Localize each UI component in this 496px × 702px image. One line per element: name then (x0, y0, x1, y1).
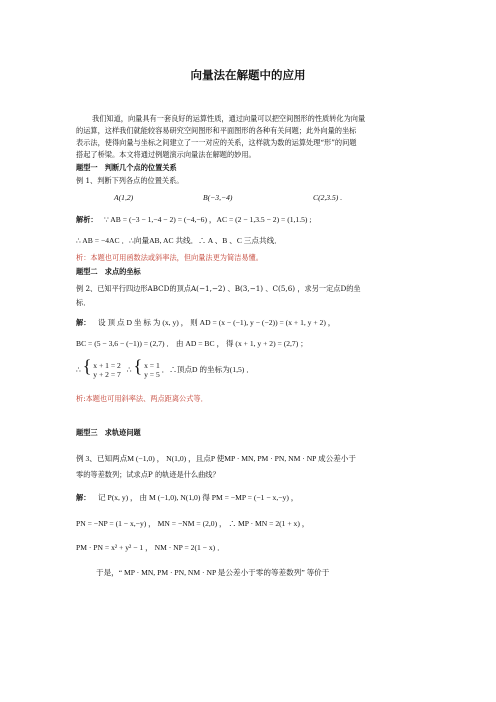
intro-line-2: 的运算，这样我们就能较容易研究空间图形和平面图形的各种有关问题；此外向量的坐标 (76, 126, 357, 135)
system-1-eq-1: x + 1 = 2 (93, 361, 121, 371)
point-a: A(1,2) (114, 193, 134, 202)
system-1 (93, 361, 121, 379)
example2-conclusion: ．∴顶点D 的坐标为(1,5) ． (161, 365, 254, 374)
system-2 (144, 361, 160, 379)
example1-solution-label: 解析： (76, 215, 98, 224)
left-brace-2: { (133, 356, 143, 376)
system-2-eq-1: x = 1 (144, 361, 160, 371)
example3-solution-line-4: 于是，“ MP · MN, PM · PN, NM · NP 是公差小于零的等差数列” 等价于 (96, 568, 330, 577)
example3-solution-line-3: PM · PN = x² + y² − 1 ， NM · NP = 2(1 − x) ． (76, 543, 225, 552)
intro-line-1: 我们知道，向量具有一套良好的运算性质，通过向量可以把空间图形的性质转化为向量 (92, 114, 366, 123)
example3-solution-line-2: PN = −NP = (1 − x,−y) ， MN = −NM = (2,0) ， ∴ MP · MN = 2(1 + x) ， (76, 519, 310, 528)
example1-solution-line-1: ∵ AB = (−3 − 1,−4 − 2) = (−4,−6) ，AC = (2 − 1,3.5 − 2) = (1,1.5) ; (104, 215, 312, 224)
example1-question: 例 1、判断下列各点的位置关系。 (76, 176, 184, 185)
type1-heading: 题型一 判断几个点的位置关系 (76, 163, 177, 172)
therefore-symbol: ∴ (76, 365, 81, 374)
example2-solution-line-2: BC = (5 − 3,6 − (−1)) = (2,7) ． 由 AD = BC ， 得 (x + 1, y + 2) = (2,7) ； (76, 339, 308, 348)
point-c: C(2,3.5) . (313, 193, 343, 202)
type3-heading: 题型三 求轨迹问题 (76, 428, 141, 437)
type2-heading: 题型二 求点的坐标 (76, 267, 141, 276)
left-brace-1: { (82, 356, 92, 376)
therefore-symbol-2: ∴ (126, 365, 132, 374)
intro-line-4: 搭起了桥梁。本文将通过例题演示向量法在解题的妙用。 (76, 150, 256, 159)
example1-solution-line-2: ∴ AB = −4AC ．∴向量AB, AC 共线．∴ A 、B 、C 三点共线． (76, 236, 282, 245)
intro-line-3: 表示法，使得向量与坐标之间建立了一一对应的关系，这样就为数的运算处理“形”的问题 (76, 138, 357, 147)
point-b: B(−3,−4) (203, 193, 233, 202)
example3-solution-label: 解： (76, 493, 91, 502)
example2-question-line-1: 例 2、已知平行四边形ABCD的顶点A(−1,−2) 、B(3,−1) 、C(5,6) ，求另一定点D的坐 (76, 284, 361, 293)
example2-solution-label: 解： (76, 318, 91, 327)
example1-note: 析：本题也可用函数法或斜率法，但向量法更为简洁易懂。 (76, 253, 263, 262)
example3-solution-line-1: 记 P(x, y) ， 由 M (−1,0), N(1,0) 得 PM = −MP = (−1 − x,−y) ， (98, 493, 299, 502)
example2-question-line-2: 标． (76, 298, 91, 307)
example2-note: 析:本题也可用斜率法、两点距离公式等． (76, 394, 208, 403)
page-title: 向量法在解题中的应用 (190, 68, 306, 82)
example2-solution-line-1: 设 顶 点 D 坐 标 为 (x, y) ， 则 AD = (x − (−1), y − (−2)) = (x + 1, y + 2) ， (98, 318, 336, 327)
example2-system-row (76, 357, 254, 379)
example3-question-line-2: 零的等差数列；试求点P 的轨迹是什么曲线？ (76, 470, 220, 479)
system-2-eq-2: y = 5 (144, 370, 160, 380)
system-1-eq-2: y + 2 = 7 (93, 370, 121, 380)
example3-question-line-1: 例 3、已知两点M (−1,0) ， N(1,0) ，且点P 使MP · MN, PM · PN, NM · NP 成公差小于 (76, 454, 356, 463)
